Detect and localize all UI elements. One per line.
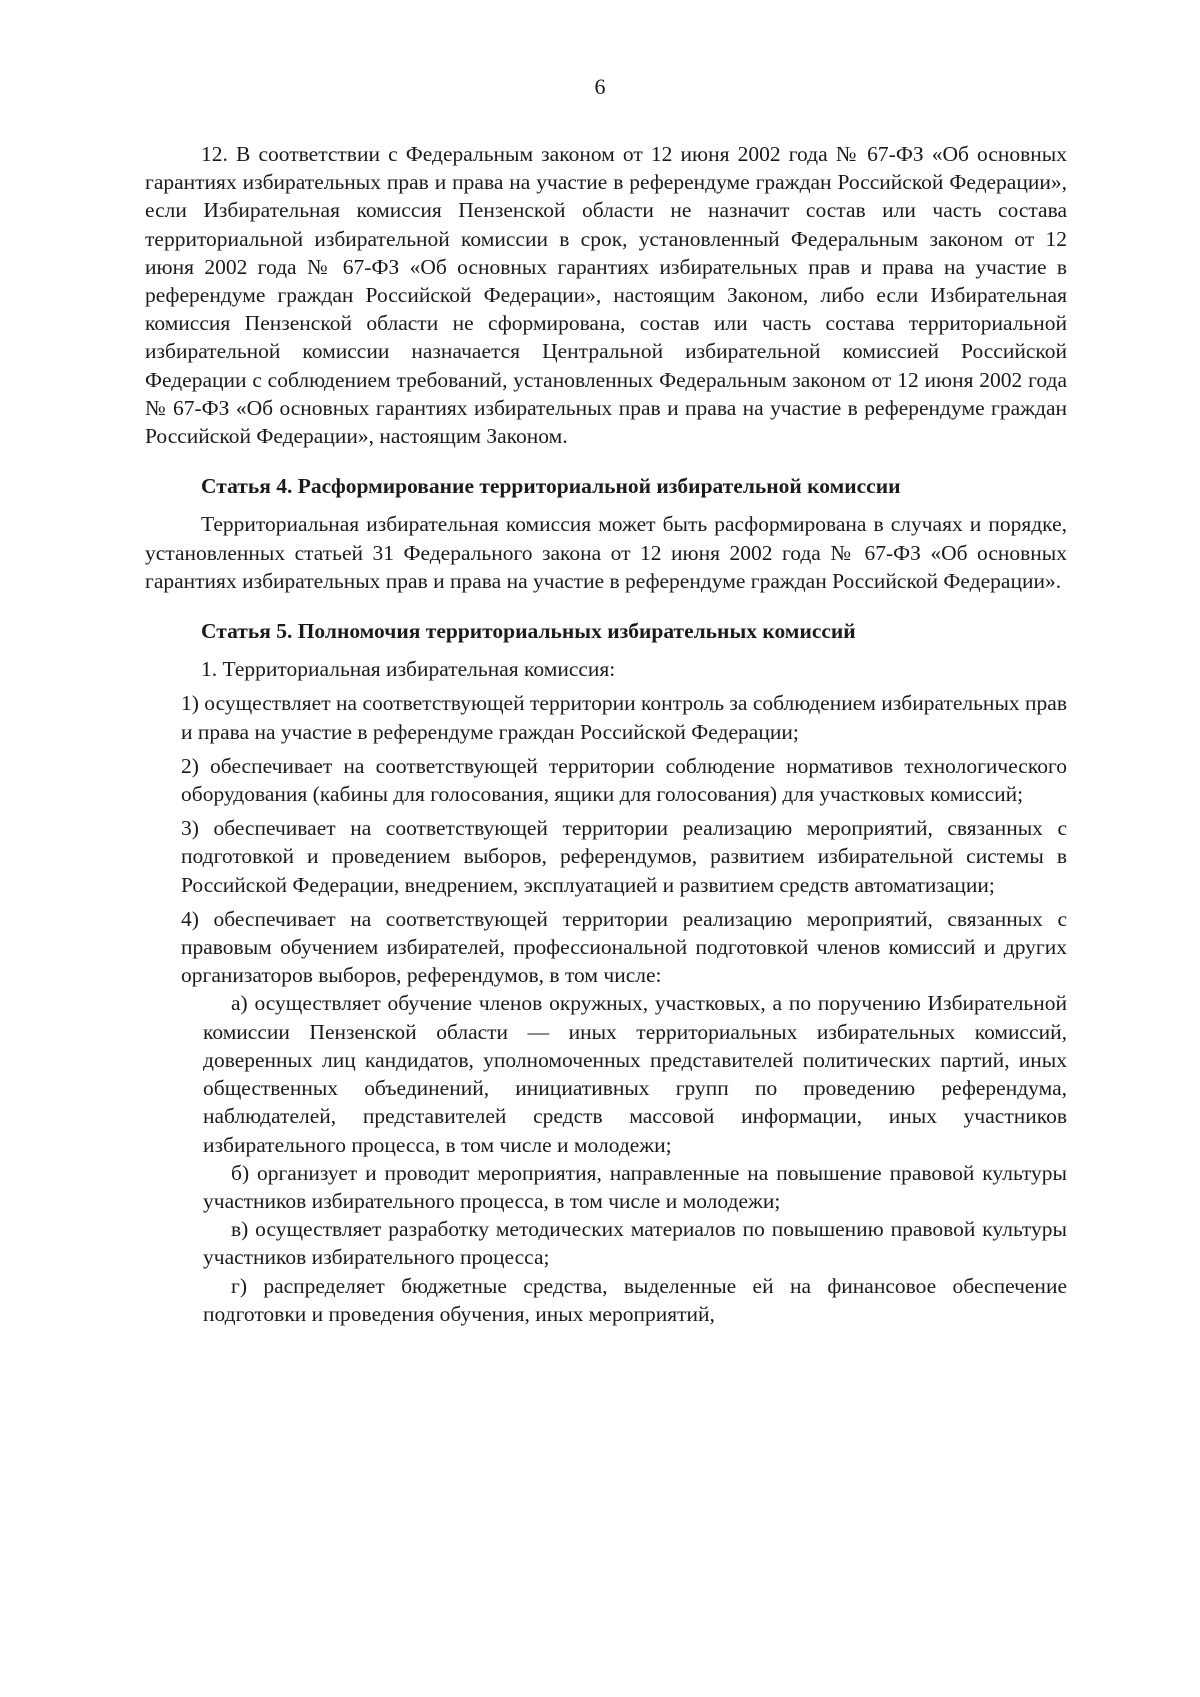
paragraph-12: 12. В соответствии с Федеральным законом от 12 июня 2002 года № 67-ФЗ «Об основных гарантиях избирательных прав и права на участие в референдуме граждан Российской Федерации», если Избирательная комиссия Пензенской области не назначит состав или часть состава территориальной избирательной комиссии в срок, установленный Федеральным законом от 12 июня 2002 года № 67-ФЗ «Об основных гарантиях избирательных прав и права на участие в референдуме граждан Российской Федерации», настоящим Законом, либо если Избирательная комиссия Пензенской области не сформирована, состав или часть состава территориальной избирательной комиссии назначается Центральной избирательной комиссией Российской Федерации с соблюдением требований, установленных Федеральным законом от 12 июня 2002 года № 67-ФЗ «Об основных гарантиях избирательных прав и права на участие в референдуме граждан Российской Федерации», настоящим Законом. bbox=[145, 142, 1067, 449]
letter-item-a: а) осуществляет обучение членов окружных, участковых, а по поручению Избирательной комиссии Пензенской области — иных территориальных избирательных комиссий, доверенных лиц кандидатов, уполномоченных представителей политических партий, иных общественных объединений, инициативных групп по проведению референдума, наблюдателей, представителей средств массовой информации, иных участников избирательного процесса, в том числе и молодежи; bbox=[203, 991, 1067, 1157]
letter-item-g: г) распределяет бюджетные средства, выделенные ей на финансовое обеспечение подготовки и проведения обучения, иных мероприятий, bbox=[203, 1273, 1067, 1326]
article-4-heading: Статья 4. Расформирование территориальной избирательной комиссии bbox=[201, 474, 901, 499]
subitem-3: 3) обеспечивает на соответствующей территории реализацию мероприятий, связанных с подготовкой и проведением выборов, референдумов, развитием избирательной системы в Российской Федерации, внедрением, эксплуатацией и развитием средств автоматизации; bbox=[181, 816, 1067, 897]
subitem-1: 1) осуществляет на соответствующей территории контроль за соблюдением избирательных прав и права на участие в референдуме граждан Российской Федерации; bbox=[181, 691, 1067, 744]
letter-item-b: б) организует и проводит мероприятия, направленные на повышение правовой культуры участников избирательного процесса, в том числе и молодежи; bbox=[203, 1160, 1067, 1213]
article-5-item-1: 1. Территориальная избирательная комиссия: bbox=[201, 657, 616, 682]
subitem-4: 4) обеспечивает на соответствующей территории реализацию мероприятий, связанных с правовым обучением избирателей, профессиональной подготовкой членов комиссий и других организаторов выборов, референдумов, в том числе: bbox=[181, 906, 1067, 988]
letter-item-v: в) осуществляет разработку методических материалов по повышению правовой культуры участников избирательного процесса; bbox=[203, 1217, 1067, 1270]
article-5-heading: Статья 5. Полномочия территориальных избирательных комиссий bbox=[201, 619, 856, 644]
article-4-text: Территориальная избирательная комиссия может быть расформирована в случаях и порядке, установленных статьей 31 Федерального закона от 12 июня 2002 года № 67-ФЗ «Об основных гарантиях избирательных прав и права на участие в референдуме граждан Российской Федерации». bbox=[145, 512, 1067, 593]
page-number: 6 bbox=[594, 74, 606, 99]
subitem-2: 2) обеспечивает на соответствующей территории соблюдение нормативов технологического оборудования (кабины для голосования, ящики для голосования) для участковых комиссий; bbox=[181, 753, 1067, 807]
document-body bbox=[145, 140, 1067, 1328]
